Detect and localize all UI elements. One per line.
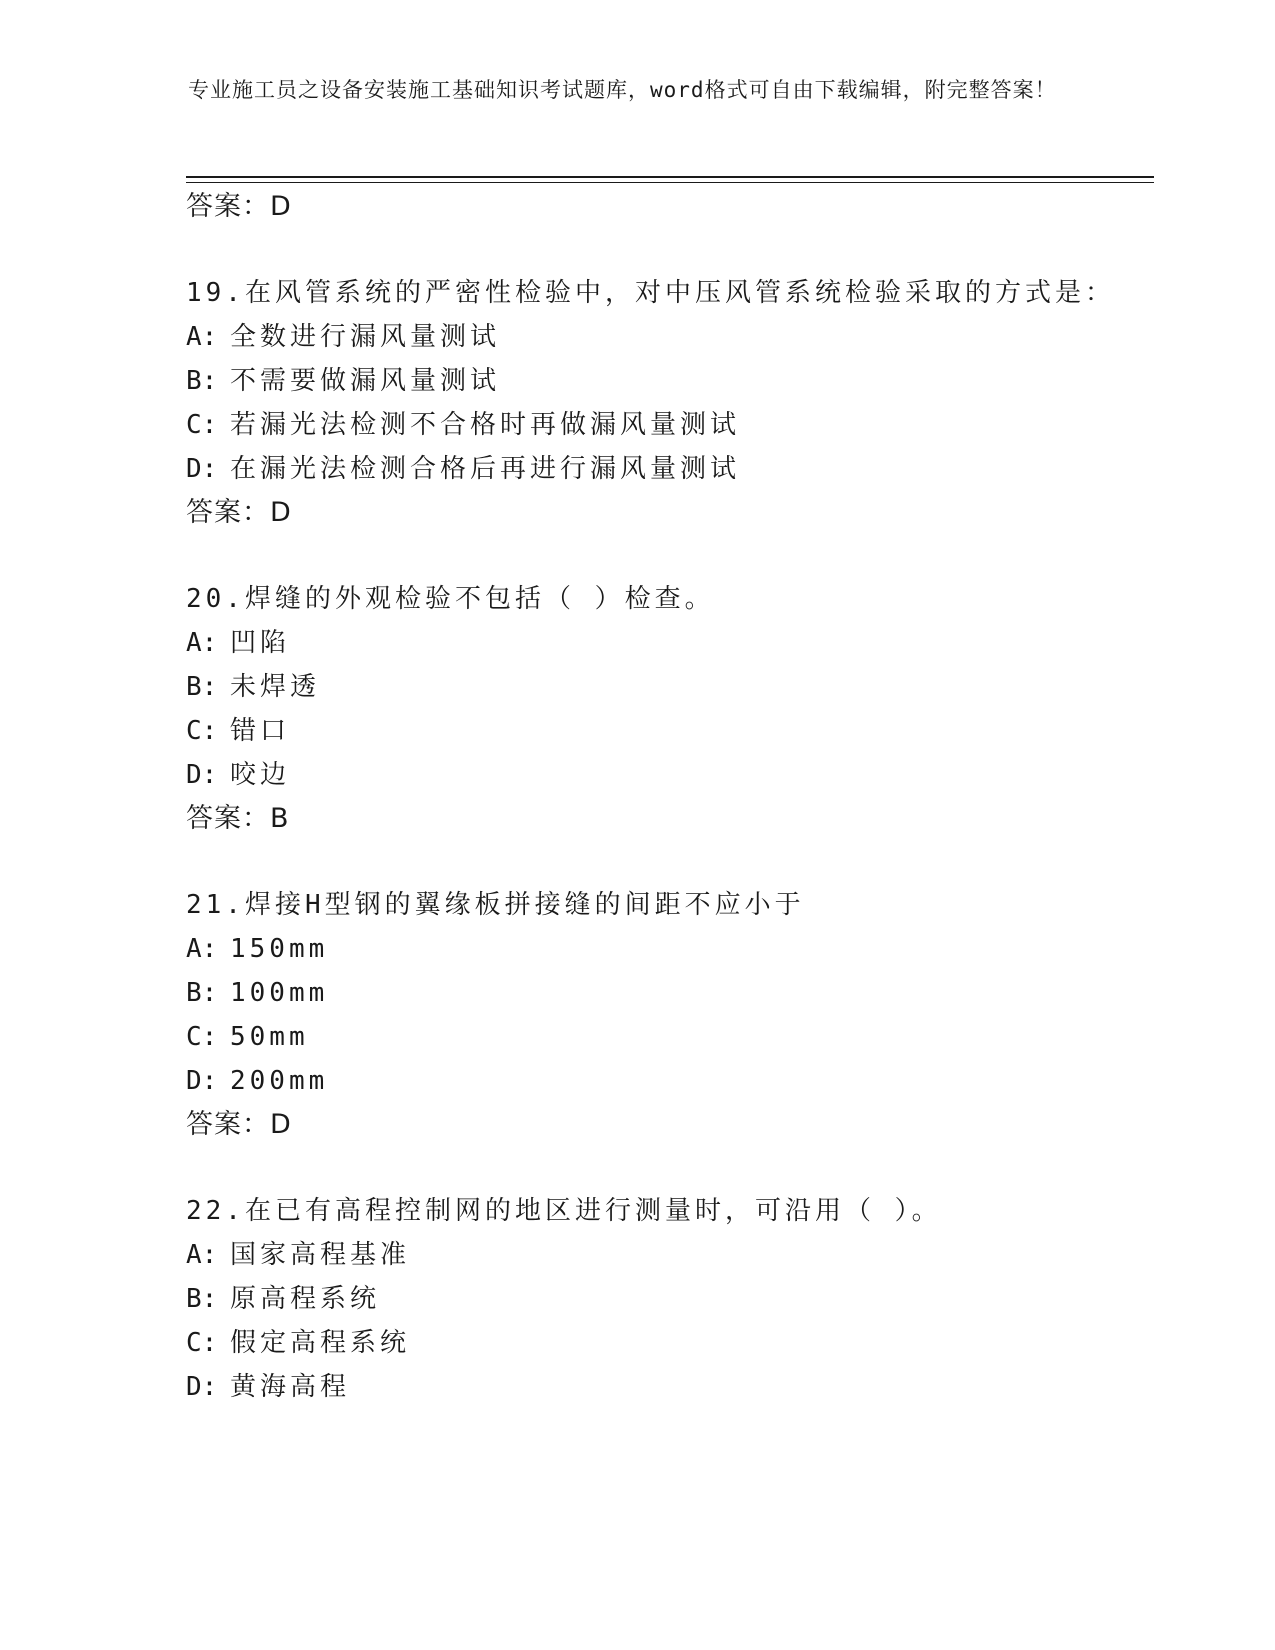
option-key: C: — [186, 1328, 218, 1358]
option-key: D: — [186, 760, 218, 790]
question-20-option-c — [186, 714, 290, 748]
header-rule-thick — [186, 176, 1154, 178]
question-22-option-c — [186, 1326, 410, 1360]
option-text: 黄海高程 — [230, 1372, 351, 1402]
option-text: 咬边 — [230, 760, 291, 790]
question-22-option-b — [186, 1282, 380, 1316]
question-21-stem: 21.焊接H型钢的翼缘板拼接缝的间距不应小于 — [186, 890, 805, 920]
option-key: A: — [186, 934, 218, 964]
option-text: 若漏光法检测不合格时再做漏风量测试 — [230, 410, 741, 440]
question-20-stem: 20.焊缝的外观检验不包括（ ）检查。 — [186, 584, 715, 614]
question-22-stem: 22.在已有高程控制网的地区进行测量时，可沿用（ ）。 — [186, 1196, 942, 1226]
option-key: A: — [186, 628, 218, 658]
option-text: 国家高程基准 — [230, 1240, 411, 1270]
option-text: 凹陷 — [230, 628, 291, 658]
question-21-option-d — [186, 1064, 328, 1098]
question-20-answer: 答案：B — [186, 803, 290, 834]
option-key: B: — [186, 978, 218, 1008]
option-key: C: — [186, 410, 218, 440]
question-21-option-a — [186, 932, 328, 966]
option-text: 原高程系统 — [230, 1284, 381, 1314]
option-text: 未焊透 — [230, 672, 321, 702]
question-19-option-d — [186, 452, 740, 486]
option-key: B: — [186, 1284, 218, 1314]
question-20-option-b — [186, 670, 320, 704]
option-key: B: — [186, 366, 218, 396]
option-key: C: — [186, 716, 218, 746]
question-19-option-c — [186, 408, 740, 442]
option-key: A: — [186, 1240, 218, 1270]
question-19-answer: 答案：D — [186, 497, 292, 528]
option-key: C: — [186, 1022, 218, 1052]
header-rule-thin — [186, 182, 1154, 183]
option-text: 全数进行漏风量测试 — [230, 322, 501, 352]
option-key: A: — [186, 322, 218, 352]
option-text: 错口 — [230, 716, 291, 746]
option-text: 150mm — [230, 934, 329, 964]
question-19-option-b — [186, 364, 500, 398]
question-20-option-a — [186, 626, 290, 660]
option-text: 不需要做漏风量测试 — [230, 366, 501, 396]
option-text: 在漏光法检测合格后再进行漏风量测试 — [230, 454, 741, 484]
question-22-option-a — [186, 1238, 410, 1272]
question-21-option-b — [186, 976, 328, 1010]
document-header: 专业施工员之设备安装施工基础知识考试题库，word格式可自由下载编辑，附完整答案！ — [188, 78, 1057, 102]
option-text: 50mm — [230, 1022, 309, 1052]
question-21-option-c — [186, 1020, 309, 1054]
option-key: D: — [186, 1372, 218, 1402]
option-key: D: — [186, 1066, 218, 1096]
option-key: D: — [186, 454, 218, 484]
option-text: 假定高程系统 — [230, 1328, 411, 1358]
option-text: 100mm — [230, 978, 329, 1008]
question-20-option-d — [186, 758, 290, 792]
question-19-stem: 19.在风管系统的严密性检验中，对中压风管系统检验采取的方式是： — [186, 278, 1115, 308]
option-key: B: — [186, 672, 218, 702]
question-19-option-a — [186, 320, 500, 354]
question-22-option-d — [186, 1370, 350, 1404]
option-text: 200mm — [230, 1066, 329, 1096]
answer-top: 答案：D — [186, 191, 292, 222]
question-21-answer: 答案：D — [186, 1109, 292, 1140]
